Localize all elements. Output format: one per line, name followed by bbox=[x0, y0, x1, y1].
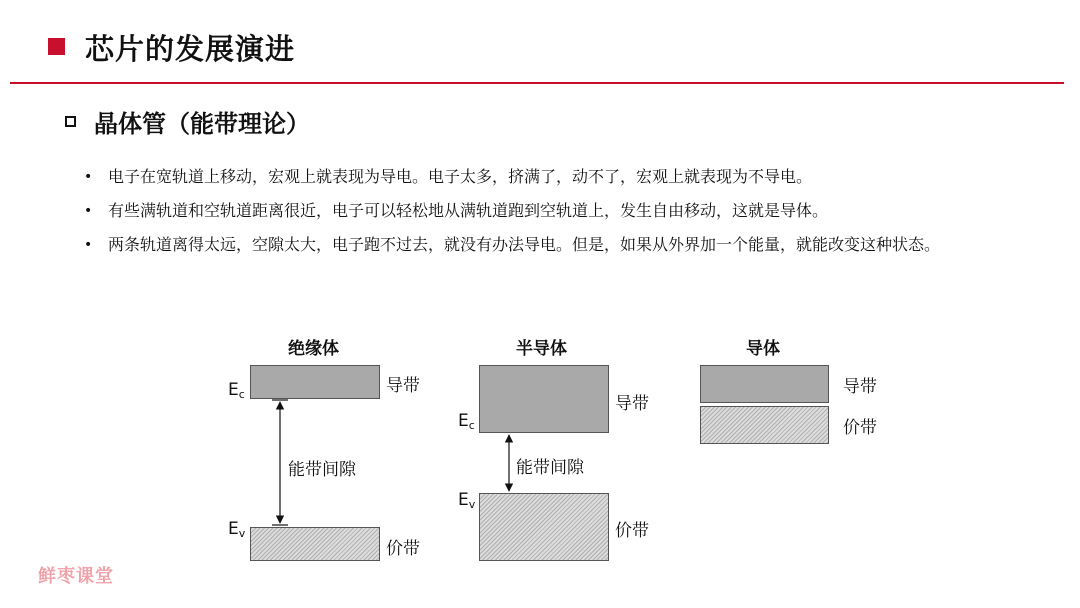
section-subtitle: 晶体管（能带理论） bbox=[94, 110, 310, 138]
conductor-conduction-label: 导带 bbox=[843, 377, 877, 397]
page-title: 芯片的发展演进 bbox=[85, 32, 296, 66]
insulator-conduction-label: 导带 bbox=[386, 376, 420, 396]
insulator-ec-label: $E_c$ bbox=[228, 380, 245, 401]
semiconductor-gap-label: 能带间隙 bbox=[516, 458, 584, 478]
insulator-gap-label: 能带间隙 bbox=[288, 460, 356, 480]
watermark-logo: 鲜枣课堂 bbox=[38, 566, 114, 587]
insulator-valence-label: 价带 bbox=[386, 539, 420, 559]
conductor-valence-label: 价带 bbox=[843, 418, 877, 438]
bullet-list bbox=[84, 160, 1004, 262]
semiconductor-valence-band bbox=[479, 493, 609, 561]
insulator-heading: 绝缘体 bbox=[288, 339, 339, 359]
semiconductor-heading: 半导体 bbox=[516, 339, 567, 359]
semiconductor-conduction-band bbox=[479, 365, 609, 433]
conductor-conduction-band bbox=[700, 365, 829, 403]
bullet-item: • 两条轨道离得太远，空隙太大，电子跑不过去，就没有办法导电。但是，如果从外界加一个能量，就能改变这种状态。 bbox=[84, 228, 1004, 262]
conductor-heading: 导体 bbox=[746, 339, 780, 359]
bullet-item: • 电子在宽轨道上移动，宏观上就表现为导电。电子太多，挤满了，动不了，宏观上就表现为不导电。 bbox=[84, 160, 1004, 194]
semiconductor-ev-label: $E_v$ bbox=[458, 490, 476, 511]
semiconductor-ec-label: $E_c$ bbox=[458, 411, 475, 432]
insulator-conduction-band bbox=[250, 365, 380, 399]
semiconductor-valence-label: 价带 bbox=[615, 521, 649, 541]
bullet-item: • 有些满轨道和空轨道距离很近，电子可以轻松地从满轨道跑到空轨道上，发生自由移动，这就是导体。 bbox=[84, 194, 1004, 228]
insulator-valence-band bbox=[250, 527, 380, 561]
semiconductor-conduction-label: 导带 bbox=[615, 394, 649, 414]
conductor-valence-band bbox=[700, 406, 829, 444]
insulator-ev-label: $E_v$ bbox=[228, 519, 246, 540]
title-divider bbox=[10, 82, 1064, 84]
subtitle-square-bullet bbox=[65, 116, 76, 127]
title-marker bbox=[48, 38, 65, 55]
